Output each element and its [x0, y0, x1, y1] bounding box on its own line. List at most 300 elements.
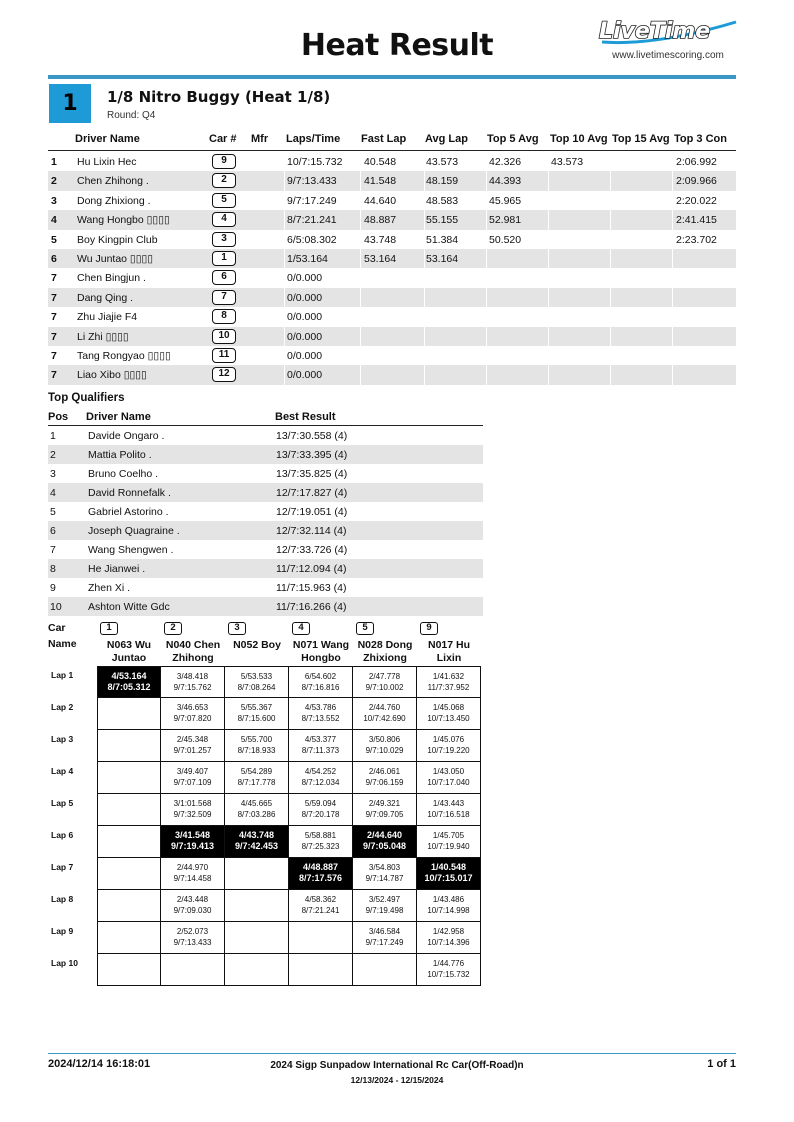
tq-pos: 4 [50, 487, 56, 499]
lap-cell [97, 954, 161, 986]
lap-cell [289, 922, 353, 954]
lap-cell [289, 794, 353, 826]
lap-cell [289, 954, 353, 986]
row-separator [548, 288, 549, 307]
lap-cell-total: 8/7:20.178 [301, 810, 340, 819]
lap-cell [161, 794, 225, 826]
footer-page-number: 1 of 1 [707, 1058, 736, 1070]
lap-label: Lap 5 [51, 798, 74, 808]
row-separator [672, 365, 673, 384]
lap-cell [225, 890, 289, 922]
row-separator [610, 249, 611, 268]
tq-pos: 5 [50, 506, 56, 518]
lap-cell [97, 858, 161, 890]
lap-label: Lap 3 [51, 734, 74, 744]
lap-cell-total: 8/7:21.241 [301, 906, 340, 915]
lap-cell-position-time: 2/43.448 [176, 895, 209, 904]
results-col-driver-name: Driver Name [75, 133, 140, 145]
results-col-top-10-avg: Top 10 Avg [550, 133, 608, 145]
result-driver: Dang Qing . [77, 291, 134, 304]
result-pos: 7 [51, 369, 57, 382]
result-pos: 7 [51, 350, 57, 362]
result-pos: 1 [51, 156, 57, 168]
lap-cell [161, 698, 225, 730]
lap-cell-position-time: 3/48.418 [176, 672, 209, 681]
row-separator [610, 171, 611, 190]
lap-cell-total: 9/7:09.030 [173, 906, 212, 915]
lap-cell [289, 730, 353, 762]
tq-driver: He Jianwei . [88, 563, 146, 575]
result-top3: 2:09.966 [676, 175, 717, 188]
lap-cell-total: 10/7:19.220 [427, 746, 470, 755]
lap-cell-total: 9/7:42.453 [234, 841, 279, 851]
result-driver: Chen Bingjun . [77, 272, 146, 285]
lap-cell [289, 890, 353, 922]
result-avg: 43.573 [426, 156, 459, 168]
lap-cell-total: 9/7:09.705 [365, 810, 404, 819]
results-row [48, 288, 736, 307]
lap-cell [353, 890, 417, 922]
tq-pos: 3 [50, 468, 56, 480]
lap-chart-name-label: Name [48, 638, 77, 650]
result-pos: 2 [51, 175, 57, 188]
lap-cell-total: 9/7:13.433 [173, 938, 212, 947]
lap-cell [97, 730, 161, 762]
tq-best: 11/7:12.094 (4) [276, 563, 347, 575]
lap-cell [289, 826, 353, 858]
lap-label: Lap 9 [51, 926, 74, 936]
lap-cell-position-time: 2/52.073 [176, 927, 209, 936]
lap-cell-total: 8/7:05.312 [107, 682, 151, 692]
lap-chart-car-label: Car [48, 622, 66, 634]
result-top3: 2:20.022 [676, 194, 717, 207]
row-separator [672, 249, 673, 268]
lap-cell [417, 794, 481, 826]
lap-cell-total: 9/7:06.159 [365, 778, 404, 787]
lap-cell [353, 730, 417, 762]
lap-cell-position-time: 4/54.252 [304, 767, 337, 776]
row-separator [548, 327, 549, 346]
tq-row [48, 540, 483, 559]
results-row [48, 152, 736, 171]
tq-row [48, 483, 483, 502]
lap-label: Lap 1 [51, 670, 74, 680]
tq-driver: Wang Shengwen . [88, 544, 174, 556]
result-avg: 48.159 [426, 175, 459, 188]
row-separator [486, 249, 487, 268]
lap-cell [225, 794, 289, 826]
footer-printed-time: 2024/12/14 16:18:01 [48, 1058, 151, 1070]
lap-cell-total: 8/7:18.933 [237, 746, 276, 755]
lap-cell-total: 9/7:07.820 [173, 714, 212, 723]
result-top3: 2:23.702 [676, 233, 717, 246]
result-car-number: 9 [212, 154, 236, 169]
result-laps: 8/7:21.241 [287, 214, 337, 227]
lap-cell-position-time: 2/44.640 [366, 830, 403, 840]
result-fast: 41.548 [364, 175, 397, 188]
results-col-top-5-avg: Top 5 Avg [487, 133, 539, 145]
result-pos: 7 [51, 330, 57, 343]
lap-cell-total: 8/7:13.552 [301, 714, 340, 723]
result-car-number: 8 [212, 309, 236, 324]
result-car-number: 2 [212, 173, 236, 188]
result-pos: 7 [51, 291, 57, 304]
tq-best: 12/7:17.827 (4) [276, 487, 348, 499]
results-col-top-15-avg: Top 15 Avg [612, 133, 670, 145]
tq-pos: 10 [50, 601, 62, 613]
results-col-mfr: Mfr [251, 133, 269, 145]
lap-cell [417, 922, 481, 954]
tq-col-best-result: Best Result [275, 411, 336, 423]
lap-label: Lap 7 [51, 862, 74, 872]
lap-cell-total: 9/7:19.498 [365, 906, 404, 915]
results-row [48, 171, 736, 190]
lap-car-number: 4 [292, 622, 310, 635]
lap-cell-total: 10/7:42.690 [363, 714, 406, 723]
lap-cell [225, 666, 289, 698]
result-car-number: 5 [212, 193, 236, 208]
lap-car-number: 9 [420, 622, 438, 635]
tq-pos: 1 [50, 430, 56, 442]
lap-cell-total: 9/7:07.109 [173, 778, 212, 787]
row-separator [486, 365, 487, 384]
lap-cell-position-time: 2/44.760 [368, 703, 401, 712]
result-driver: Zhu Jiajie F4 [77, 311, 138, 324]
lap-cell-position-time: 5/53.533 [240, 672, 273, 681]
result-laps: 0/0.000 [287, 369, 323, 382]
lap-cell-position-time: 4/58.362 [304, 895, 337, 904]
lap-cell [225, 826, 289, 858]
tq-row [48, 502, 483, 521]
lap-label: Lap 2 [51, 702, 74, 712]
lap-cell-position-time: 3/46.584 [368, 927, 401, 936]
row-separator [672, 327, 673, 346]
lap-cell-position-time: 5/58.881 [304, 831, 337, 840]
tq-row [48, 597, 483, 616]
lap-cell [161, 826, 225, 858]
lap-cell [353, 666, 417, 698]
tq-row [48, 559, 483, 578]
lap-cell-position-time: 4/53.164 [111, 671, 147, 681]
lap-label: Lap 6 [51, 830, 74, 840]
row-separator [486, 288, 487, 307]
result-pos: 7 [51, 272, 57, 285]
lap-cell-total: 10/7:14.396 [427, 938, 470, 947]
tq-driver: Mattia Polito . [88, 449, 152, 461]
tq-pos: 2 [50, 449, 56, 461]
lap-cell [97, 890, 161, 922]
lap-cell-position-time: 6/54.602 [304, 672, 337, 681]
lap-cell-position-time: 3/49.407 [176, 767, 209, 776]
tq-col-driver-name: Driver Name [86, 411, 151, 423]
lap-cell-total: 10/7:15.732 [427, 970, 470, 979]
result-pos: 5 [51, 233, 57, 246]
lap-cell [225, 762, 289, 794]
lap-cell-position-time: 5/59.094 [304, 799, 337, 808]
lap-cell-total: 8/7:15.600 [237, 714, 276, 723]
row-separator [672, 210, 673, 229]
result-fast: 53.164 [364, 253, 397, 265]
row-separator [610, 288, 611, 307]
lap-cell [417, 698, 481, 730]
lap-cell [353, 698, 417, 730]
tq-col-pos: Pos [48, 411, 69, 423]
lap-cell [353, 794, 417, 826]
lap-cell-position-time: 1/45.076 [432, 735, 465, 744]
tq-driver: Davide Ongaro . [88, 430, 165, 442]
row-separator [360, 288, 361, 307]
row-separator [548, 365, 549, 384]
result-top5: 44.393 [489, 175, 522, 188]
result-car-number: 11 [212, 348, 236, 363]
lap-cell [353, 826, 417, 858]
lap-cell [97, 666, 161, 698]
lap-cell [97, 698, 161, 730]
lap-cell-total: 9/7:14.458 [173, 874, 212, 883]
result-fast: 44.640 [364, 194, 397, 207]
tq-best: 12/7:19.051 (4) [276, 506, 348, 518]
footer-divider [48, 1053, 736, 1054]
lap-cell-total: 8/7:17.778 [237, 778, 276, 787]
result-top5: 45.965 [489, 194, 522, 207]
lap-cell [97, 762, 161, 794]
lap-label: Lap 4 [51, 766, 74, 776]
results-row [48, 365, 736, 384]
tq-driver: Bruno Coelho . [88, 468, 159, 480]
result-driver: Dong Zhixiong . [77, 194, 151, 207]
lap-cell-position-time: 1/43.486 [432, 895, 465, 904]
lap-cell-total: 9/7:01.257 [173, 746, 212, 755]
lap-cell [225, 858, 289, 890]
footer-event-dates: 12/13/2024 - 12/15/2024 [350, 1075, 444, 1085]
result-car-number: 4 [212, 212, 236, 227]
lap-cell-position-time: 3/1:01.568 [173, 799, 212, 808]
lap-cell-position-time: 1/45.068 [432, 703, 465, 712]
lap-car-number: 1 [100, 622, 118, 635]
result-driver: Liao Xibo ▯▯▯▯ [77, 369, 147, 382]
result-laps: 0/0.000 [287, 311, 323, 324]
row-separator [360, 365, 361, 384]
lap-cell [161, 858, 225, 890]
tq-pos: 7 [50, 544, 56, 556]
lap-cell-position-time: 3/52.497 [368, 895, 401, 904]
lap-cell [289, 666, 353, 698]
lap-cell [353, 954, 417, 986]
lap-cell [417, 954, 481, 986]
lap-driver-name: N017 Hu Lixin [427, 639, 470, 664]
lap-driver-name: N063 Wu Juntao [106, 639, 152, 664]
lap-cell [289, 858, 353, 890]
lap-cell-total: 10/7:13.450 [427, 714, 470, 723]
tq-best: 11/7:15.963 (4) [276, 582, 347, 594]
lap-cell-total: 10/7:17.040 [427, 778, 470, 787]
row-separator [610, 365, 611, 384]
result-driver: Wu Juntao ▯▯▯▯ [77, 253, 154, 265]
result-avg: 53.164 [426, 253, 459, 265]
row-separator [424, 365, 425, 384]
results-col-laps-time: Laps/Time [286, 133, 341, 145]
lap-cell [417, 762, 481, 794]
lap-cell [161, 762, 225, 794]
results-col-fast-lap: Fast Lap [361, 133, 407, 145]
tq-best: 12/7:32.114 (4) [276, 525, 347, 537]
lap-cell [225, 954, 289, 986]
row-separator [610, 210, 611, 229]
lap-cell-position-time: 3/46.653 [176, 703, 209, 712]
result-top3: 2:41.415 [676, 214, 717, 227]
results-row [48, 346, 736, 365]
tq-best: 13/7:35.825 (4) [276, 468, 348, 480]
result-pos: 4 [51, 214, 57, 227]
lap-cell-total: 10/7:19.940 [427, 842, 470, 851]
row-separator [610, 327, 611, 346]
lap-cell-position-time: 1/43.050 [432, 767, 465, 776]
result-laps: 10/7:15.732 [287, 156, 343, 168]
row-separator [672, 288, 673, 307]
tq-row [48, 521, 483, 540]
result-avg: 48.583 [426, 194, 459, 207]
row-separator [284, 288, 285, 307]
lap-cell-total: 8/7:08.264 [237, 683, 276, 692]
tq-driver: Ashton Witte Gdc [88, 601, 170, 613]
result-laps: 1/53.164 [287, 253, 328, 265]
lap-cell [289, 698, 353, 730]
result-laps: 9/7:13.433 [287, 175, 337, 188]
logo-url: www.livetimescoring.com [612, 50, 724, 61]
lap-label: Lap 8 [51, 894, 74, 904]
row-separator [284, 365, 285, 384]
footer-event-name: 2024 Sigp Sunpadow International Rc Car(Off-Road)n [270, 1060, 524, 1071]
result-laps: 9/7:17.249 [287, 194, 337, 207]
tq-best: 13/7:30.558 (4) [276, 430, 348, 442]
lap-cell-total: 9/7:10.029 [365, 746, 404, 755]
result-avg: 55.155 [426, 214, 459, 227]
lap-cell-total: 8/7:12.034 [301, 778, 340, 787]
result-driver: Li Zhi ▯▯▯▯ [77, 330, 129, 343]
result-fast: 40.548 [364, 156, 397, 168]
lap-cell-position-time: 2/46.061 [368, 767, 401, 776]
lap-cell [353, 858, 417, 890]
tq-driver: Gabriel Astorino . [88, 506, 169, 518]
lap-driver-name: N052 Boy [233, 639, 281, 651]
tq-best: 12/7:33.726 (4) [276, 544, 348, 556]
lap-cell-position-time: 3/41.548 [174, 830, 211, 840]
lap-cell [417, 730, 481, 762]
lap-cell-position-time: 5/54.289 [240, 767, 273, 776]
heat-number-badge: 1 [49, 84, 91, 123]
heat-round: Round: Q4 [107, 110, 156, 121]
row-separator [486, 327, 487, 346]
result-top5: 50.520 [489, 233, 522, 246]
result-fast: 48.887 [364, 214, 397, 227]
lap-cell-total: 9/7:10.002 [365, 683, 404, 692]
lap-cell-total: 8/7:16.816 [301, 683, 340, 692]
lap-cell [289, 762, 353, 794]
lap-cell [161, 890, 225, 922]
result-car-number: 7 [212, 290, 236, 305]
tq-row [48, 426, 483, 445]
tq-pos: 9 [50, 582, 56, 594]
lap-cell-position-time: 4/45.665 [240, 799, 273, 808]
row-separator [486, 210, 487, 229]
result-car-number: 10 [212, 329, 236, 344]
lap-cell-total: 8/7:03.286 [237, 810, 276, 819]
row-separator [360, 327, 361, 346]
page-title: Heat Result [300, 28, 494, 63]
row-separator [424, 288, 425, 307]
tq-best: 11/7:16.266 (4) [276, 601, 347, 613]
lap-cell [353, 922, 417, 954]
lap-cell [225, 698, 289, 730]
lap-cell [225, 922, 289, 954]
results-row [48, 327, 736, 346]
lap-cell-position-time: 5/55.700 [240, 735, 273, 744]
result-car-number: 3 [212, 232, 236, 247]
row-separator [548, 249, 549, 268]
result-driver: Wang Hongbo ▯▯▯▯ [77, 214, 170, 227]
lap-cell-total: 9/7:05.048 [362, 841, 407, 851]
lap-cell [417, 666, 481, 698]
lap-car-number: 5 [356, 622, 374, 635]
lap-cell-total: 8/7:17.576 [298, 873, 343, 883]
lap-cell [417, 890, 481, 922]
result-car-number: 1 [212, 251, 236, 266]
lap-cell-position-time: 2/49.321 [368, 799, 401, 808]
result-top5: 42.326 [489, 156, 522, 168]
results-row [48, 268, 736, 287]
lap-car-number: 2 [164, 622, 182, 635]
result-driver: Chen Zhihong . [77, 175, 149, 188]
lap-cell-position-time: 5/55.367 [240, 703, 273, 712]
results-col-avg-lap: Avg Lap [425, 133, 468, 145]
row-separator [284, 210, 285, 229]
tq-pos: 6 [50, 525, 56, 537]
logo-text: LiveTime [599, 19, 711, 44]
lap-cell [161, 922, 225, 954]
result-pos: 6 [51, 253, 57, 265]
lap-cell-position-time: 3/54.803 [368, 863, 401, 872]
results-row [48, 230, 736, 249]
lap-cell-total: 9/7:14.787 [365, 874, 404, 883]
lap-label: Lap 10 [51, 958, 78, 968]
results-row [48, 210, 736, 229]
tq-row [48, 464, 483, 483]
lap-cell-position-time: 2/47.778 [368, 672, 401, 681]
lap-cell-total: 10/7:16.518 [427, 810, 470, 819]
top-qualifiers-title: Top Qualifiers [48, 392, 125, 404]
lap-cell-position-time: 3/50.806 [368, 735, 401, 744]
lap-cell [417, 826, 481, 858]
lap-cell-position-time: 4/53.786 [304, 703, 337, 712]
lap-cell [161, 666, 225, 698]
result-top5: 52.981 [489, 214, 522, 227]
results-col-car-: Car # [209, 133, 237, 145]
lap-cell-total: 10/7:14.998 [427, 906, 470, 915]
tq-row [48, 578, 483, 597]
row-separator [360, 210, 361, 229]
lap-cell-position-time: 1/40.548 [430, 862, 467, 872]
result-avg: 51.384 [426, 233, 459, 246]
lap-driver-name: N040 Chen Zhihong [165, 639, 221, 664]
result-car-number: 12 [212, 367, 236, 382]
lap-cell-position-time: 4/48.887 [302, 862, 339, 872]
lap-cell-position-time: 4/53.377 [304, 735, 337, 744]
lap-cell-position-time: 1/45.705 [432, 831, 465, 840]
lap-cell-position-time: 2/44.970 [176, 863, 209, 872]
lap-cell-position-time: 1/44.776 [432, 959, 465, 968]
results-col-top-3-con: Top 3 Con [674, 133, 727, 145]
tq-row [48, 445, 483, 464]
